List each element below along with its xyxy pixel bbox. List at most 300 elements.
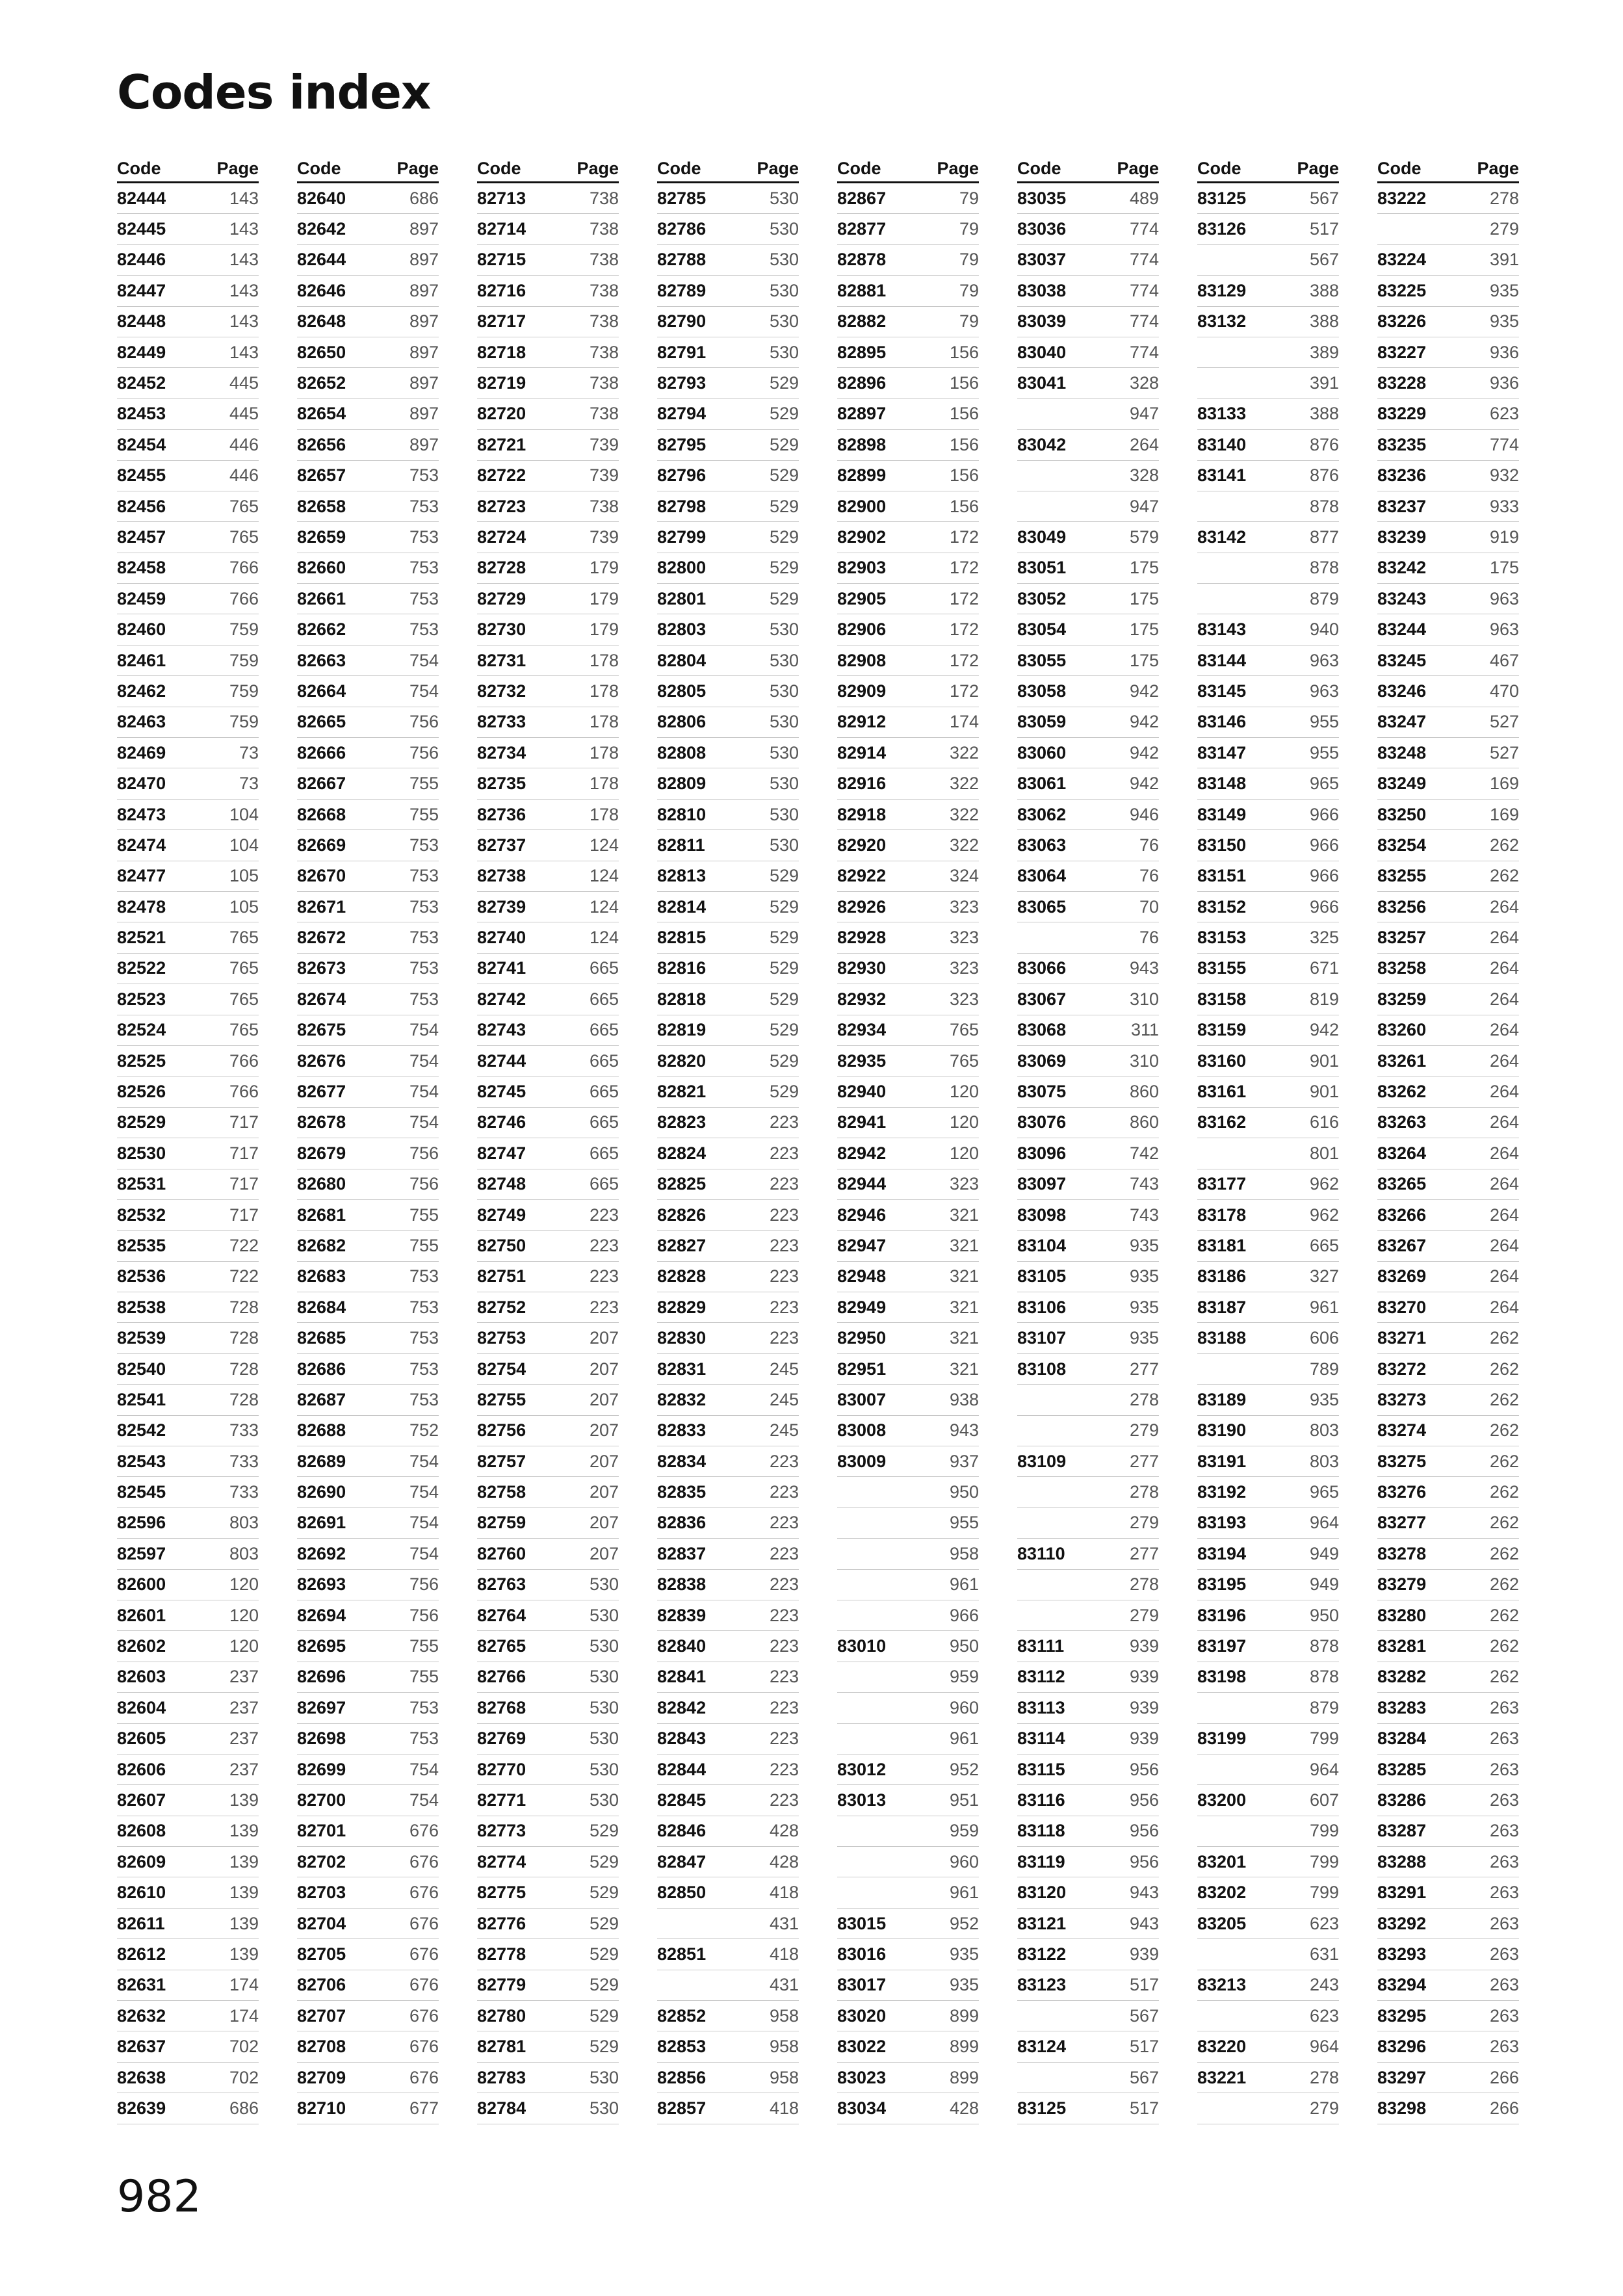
code-cell: 82521 xyxy=(117,928,166,948)
page-cell: 939 xyxy=(1129,1697,1159,1717)
code-cell: 83235 xyxy=(1377,434,1427,454)
index-row xyxy=(837,183,979,214)
code-cell: 82745 xyxy=(477,1082,526,1102)
code-cell: 83153 xyxy=(1197,928,1247,948)
code-cell: 82950 xyxy=(837,1328,887,1348)
index-row xyxy=(837,1539,979,1569)
code-cell: 83274 xyxy=(1377,1420,1427,1441)
index-row xyxy=(117,646,259,676)
code-cell: 83069 xyxy=(1017,1050,1067,1071)
index-row xyxy=(1017,584,1159,614)
code-cell: 83148 xyxy=(1197,774,1247,794)
code-cell: 83236 xyxy=(1377,465,1427,486)
page-cell: 529 xyxy=(769,896,799,917)
index-row xyxy=(477,461,619,491)
index-row xyxy=(1017,399,1159,430)
code-cell: 83118 xyxy=(1017,1821,1065,1841)
index-row xyxy=(1377,214,1519,244)
page-cell: 631 xyxy=(1309,1944,1339,1964)
page-cell: 223 xyxy=(769,1205,799,1225)
index-row xyxy=(117,1385,259,1415)
index-row xyxy=(1017,1724,1159,1755)
page-cell: 105 xyxy=(229,866,259,886)
index-row xyxy=(657,1909,799,1939)
index-row xyxy=(657,1416,799,1446)
index-row xyxy=(477,491,619,522)
index-row xyxy=(1017,1570,1159,1600)
code-cell: 82942 xyxy=(837,1143,887,1163)
page-cell: 178 xyxy=(589,804,619,824)
code-cell: 82918 xyxy=(837,804,887,824)
code-cell: 82681 xyxy=(297,1205,346,1225)
code-cell: 82810 xyxy=(657,804,707,824)
page-cell: 156 xyxy=(949,434,979,454)
code-cell: 82765 xyxy=(477,1636,526,1656)
page-cell: 529 xyxy=(589,1883,619,1903)
code-cell: 82717 xyxy=(477,311,526,332)
index-row xyxy=(657,1693,799,1723)
code-cell: 83246 xyxy=(1377,681,1427,701)
index-row xyxy=(297,892,439,922)
code-cell: 82676 xyxy=(297,1050,346,1071)
code-cell: 82654 xyxy=(297,404,346,424)
index-row xyxy=(657,1323,799,1353)
index-row xyxy=(117,183,259,214)
index-row xyxy=(297,1539,439,1569)
page-cell: 756 xyxy=(409,1143,439,1163)
page-cell: 530 xyxy=(769,835,799,855)
code-cell: 82821 xyxy=(657,1082,707,1102)
page-cell: 237 xyxy=(229,1759,259,1779)
index-row xyxy=(1197,1015,1339,1046)
index-row xyxy=(1017,1693,1159,1723)
page-cell: 947 xyxy=(1129,404,1159,424)
code-cell: 82460 xyxy=(117,620,166,640)
index-row xyxy=(297,1138,439,1169)
index-row xyxy=(657,922,799,953)
page-cell: 156 xyxy=(949,342,979,362)
page-cell: 120 xyxy=(949,1082,979,1102)
code-cell: 82857 xyxy=(657,2098,707,2118)
index-row xyxy=(837,2031,979,2062)
code-cell: 82719 xyxy=(477,373,526,393)
page-cell: 172 xyxy=(949,681,979,701)
code-cell: 83126 xyxy=(1197,219,1247,239)
page-cell: 105 xyxy=(229,896,259,917)
code-cell: 82759 xyxy=(477,1513,526,1533)
index-row xyxy=(117,1909,259,1939)
index-row xyxy=(1017,368,1159,398)
code-cell: 82667 xyxy=(297,774,346,794)
page-cell: 919 xyxy=(1489,527,1519,547)
code-cell: 82820 xyxy=(657,1050,707,1071)
page-cell: 264 xyxy=(1489,928,1519,948)
code-cell: 83147 xyxy=(1197,742,1247,763)
code-cell: 83248 xyxy=(1377,742,1427,763)
index-row xyxy=(297,2093,439,2124)
code-cell: 82724 xyxy=(477,527,526,547)
index-row xyxy=(1197,1970,1339,2001)
index-row xyxy=(477,1385,619,1415)
code-cell: 82661 xyxy=(297,588,346,608)
index-row xyxy=(297,1755,439,1785)
index-row xyxy=(477,646,619,676)
code-cell: 82601 xyxy=(117,1605,166,1625)
index-row xyxy=(477,1262,619,1292)
page-cell: 665 xyxy=(589,989,619,1009)
page-cell: 765 xyxy=(949,1020,979,1040)
index-column xyxy=(657,156,799,2124)
index-row xyxy=(1017,1416,1159,1446)
index-row xyxy=(1197,676,1339,707)
index-row xyxy=(1197,1539,1339,1569)
code-cell: 83288 xyxy=(1377,1851,1427,1872)
code-cell: 83160 xyxy=(1197,1050,1247,1071)
page-cell: 278 xyxy=(1129,1389,1159,1409)
page-cell: 878 xyxy=(1309,1636,1339,1656)
index-row xyxy=(657,800,799,830)
code-cell: 82478 xyxy=(117,896,166,917)
code-cell: 82831 xyxy=(657,1359,707,1379)
code-cell: 82948 xyxy=(837,1266,887,1286)
page-cell: 567 xyxy=(1129,2005,1159,2026)
index-row xyxy=(1017,1231,1159,1261)
index-row xyxy=(837,399,979,430)
page-cell: 428 xyxy=(949,2098,979,2118)
page-cell: 756 xyxy=(409,1574,439,1595)
column-header xyxy=(837,156,979,183)
index-row xyxy=(1197,1108,1339,1138)
column-header xyxy=(297,156,439,183)
index-row xyxy=(837,830,979,861)
page-cell: 607 xyxy=(1309,1790,1339,1810)
page-cell: 765 xyxy=(229,989,259,1009)
code-cell: 83247 xyxy=(1377,712,1427,732)
page-cell: 878 xyxy=(1309,558,1339,578)
page-cell: 722 xyxy=(229,1266,259,1286)
page-cell: 263 xyxy=(1489,1944,1519,1964)
index-column xyxy=(1017,156,1159,2124)
index-row xyxy=(1197,892,1339,922)
code-cell: 82470 xyxy=(117,774,166,794)
code-cell: 82675 xyxy=(297,1020,346,1040)
page-cell: 278 xyxy=(1129,1574,1159,1595)
code-cell: 82455 xyxy=(117,465,166,486)
page-cell: 935 xyxy=(1129,1328,1159,1348)
code-cell: 82716 xyxy=(477,280,526,300)
index-row xyxy=(1377,1785,1519,1816)
code-cell: 82611 xyxy=(117,1913,165,1933)
page-cell: 517 xyxy=(1309,219,1339,239)
code-cell: 82452 xyxy=(117,373,166,393)
code-cell: 83200 xyxy=(1197,1790,1247,1810)
page-cell: 529 xyxy=(769,1082,799,1102)
code-cell: 82835 xyxy=(657,1482,707,1502)
page-cell: 733 xyxy=(229,1451,259,1471)
code-cell: 82769 xyxy=(477,1729,526,1749)
page-cell: 143 xyxy=(229,342,259,362)
code-cell: 82680 xyxy=(297,1174,346,1194)
page-cell: 959 xyxy=(949,1821,979,1841)
index-row xyxy=(1377,1108,1519,1138)
code-cell: 83125 xyxy=(1197,188,1247,208)
code-cell: 82741 xyxy=(477,958,526,978)
index-row xyxy=(297,768,439,799)
page-cell: 223 xyxy=(769,1482,799,1502)
page-cell: 245 xyxy=(769,1420,799,1441)
index-row xyxy=(1197,1693,1339,1723)
page-cell: 765 xyxy=(229,958,259,978)
code-cell: 83260 xyxy=(1377,1020,1427,1040)
page-cell: 774 xyxy=(1489,434,1519,454)
page-cell: 754 xyxy=(409,1482,439,1502)
page-cell: 517 xyxy=(1129,2098,1159,2118)
index-row xyxy=(117,1015,259,1046)
code-cell: 82607 xyxy=(117,1790,166,1810)
index-row xyxy=(1197,1477,1339,1507)
code-cell: 82674 xyxy=(297,989,346,1009)
index-row xyxy=(657,646,799,676)
index-row xyxy=(657,1539,799,1569)
codes-index-table xyxy=(117,156,1521,2132)
code-cell: 83023 xyxy=(837,2067,887,2087)
code-cell: 82696 xyxy=(297,1667,346,1687)
index-row xyxy=(837,1416,979,1446)
index-row xyxy=(657,1970,799,2001)
code-cell: 83129 xyxy=(1197,280,1247,300)
index-row xyxy=(297,491,439,522)
page-cell: 264 xyxy=(1489,1143,1519,1163)
page-cell: 207 xyxy=(589,1359,619,1379)
page-cell: 942 xyxy=(1129,742,1159,763)
page-cell: 753 xyxy=(409,896,439,917)
page-cell: 431 xyxy=(769,1975,799,1995)
page-cell: 936 xyxy=(1489,373,1519,393)
page-cell: 223 xyxy=(769,1174,799,1194)
index-row xyxy=(477,1693,619,1723)
page-cell: 264 xyxy=(1489,1174,1519,1194)
code-cell: 82444 xyxy=(117,188,166,208)
index-row xyxy=(117,1847,259,1877)
index-row xyxy=(297,614,439,645)
page-cell: 172 xyxy=(949,558,979,578)
index-row xyxy=(117,861,259,892)
code-cell: 82721 xyxy=(477,434,526,454)
code-cell: 83205 xyxy=(1197,1913,1247,1933)
index-row xyxy=(657,954,799,984)
code-cell: 83142 xyxy=(1197,527,1247,547)
index-row xyxy=(1197,861,1339,892)
page-cell: 223 xyxy=(769,1513,799,1533)
index-row xyxy=(1197,337,1339,368)
page-cell: 175 xyxy=(1129,650,1159,670)
page-cell: 139 xyxy=(229,1913,259,1933)
index-row xyxy=(837,522,979,553)
page-cell: 897 xyxy=(409,219,439,239)
page-cell: 702 xyxy=(229,2037,259,2057)
code-cell: 82543 xyxy=(117,1451,166,1471)
code-cell: 83294 xyxy=(1377,1975,1427,1995)
page-cell: 223 xyxy=(589,1297,619,1317)
index-row xyxy=(1017,2093,1159,2124)
index-row xyxy=(477,584,619,614)
index-row xyxy=(837,1600,979,1631)
index-row xyxy=(477,1292,619,1323)
page-cell: 264 xyxy=(1489,1297,1519,1317)
code-cell: 82445 xyxy=(117,219,166,239)
index-row xyxy=(297,1015,439,1046)
index-row xyxy=(1377,1847,1519,1877)
index-row xyxy=(117,2001,259,2031)
page-cell: 529 xyxy=(589,1851,619,1872)
code-cell: 82731 xyxy=(477,650,526,670)
code-cell: 82693 xyxy=(297,1574,346,1595)
code-cell: 82456 xyxy=(117,496,166,516)
page-cell: 328 xyxy=(1129,465,1159,486)
page-cell: 799 xyxy=(1309,1883,1339,1903)
page-cell: 322 xyxy=(949,742,979,763)
page-cell: 774 xyxy=(1129,219,1159,239)
page-cell: 530 xyxy=(769,681,799,701)
index-row xyxy=(477,307,619,337)
page-cell: 935 xyxy=(1129,1297,1159,1317)
code-cell: 83124 xyxy=(1017,2037,1067,2057)
page-cell: 76 xyxy=(1139,835,1159,855)
index-row xyxy=(657,1169,799,1200)
code-cell: 82842 xyxy=(657,1697,707,1717)
code-cell: 83040 xyxy=(1017,342,1067,362)
index-row xyxy=(117,1570,259,1600)
code-cell: 82949 xyxy=(837,1297,887,1317)
page-cell: 262 xyxy=(1489,1667,1519,1687)
index-row xyxy=(477,1508,619,1539)
page-cell: 937 xyxy=(949,1451,979,1471)
code-cell: 82845 xyxy=(657,1790,707,1810)
page-cell: 956 xyxy=(1129,1821,1159,1841)
page-cell: 956 xyxy=(1129,1790,1159,1810)
index-row xyxy=(477,1169,619,1200)
index-row xyxy=(1197,245,1339,276)
page-cell: 623 xyxy=(1309,1913,1339,1933)
code-cell: 83020 xyxy=(837,2005,887,2026)
page-cell: 899 xyxy=(949,2067,979,2087)
code-cell: 83125 xyxy=(1017,2098,1067,2118)
index-row xyxy=(657,337,799,368)
index-row xyxy=(117,984,259,1015)
code-cell: 83062 xyxy=(1017,804,1067,824)
code-cell: 82935 xyxy=(837,1050,887,1071)
page-cell: 529 xyxy=(589,1821,619,1841)
code-cell: 82926 xyxy=(837,896,887,917)
index-row xyxy=(1197,491,1339,522)
index-row xyxy=(657,461,799,491)
code-cell: 82803 xyxy=(657,620,707,640)
index-row xyxy=(297,1477,439,1507)
code-cell: 82700 xyxy=(297,1790,346,1810)
code-cell: 82799 xyxy=(657,527,707,547)
code-cell: 82605 xyxy=(117,1729,166,1749)
code-cell: 82603 xyxy=(117,1667,166,1687)
index-row xyxy=(1197,461,1339,491)
index-row xyxy=(117,2031,259,2062)
page-cell: 529 xyxy=(769,434,799,454)
page-cell: 960 xyxy=(949,1851,979,1872)
code-cell: 82462 xyxy=(117,681,166,701)
code-cell: 82834 xyxy=(657,1451,707,1471)
index-row xyxy=(1197,1076,1339,1107)
page-cell: 742 xyxy=(1129,1143,1159,1163)
page-cell: 956 xyxy=(1129,1851,1159,1872)
index-row xyxy=(117,1785,259,1816)
index-row xyxy=(117,1816,259,1847)
page-cell: 264 xyxy=(1489,958,1519,978)
index-row xyxy=(297,984,439,1015)
code-cell: 83064 xyxy=(1017,866,1067,886)
code-cell: 83110 xyxy=(1017,1543,1065,1563)
index-row xyxy=(117,276,259,306)
page-cell: 124 xyxy=(589,835,619,855)
page-cell: 172 xyxy=(949,650,979,670)
index-row xyxy=(297,1631,439,1662)
code-cell: 83286 xyxy=(1377,1790,1427,1810)
index-row xyxy=(117,1970,259,2001)
code-cell: 82826 xyxy=(657,1205,707,1225)
index-row xyxy=(297,1785,439,1816)
code-cell: 82795 xyxy=(657,434,707,454)
page-cell: 223 xyxy=(769,1790,799,1810)
code-cell: 82781 xyxy=(477,2037,526,2057)
code-cell: 82474 xyxy=(117,835,166,855)
index-row xyxy=(657,1847,799,1877)
page-cell: 962 xyxy=(1309,1205,1339,1225)
page-cell: 529 xyxy=(589,1975,619,1995)
code-cell: 82458 xyxy=(117,558,166,578)
page-cell: 266 xyxy=(1489,2098,1519,2118)
page-cell: 943 xyxy=(1129,1913,1159,1933)
page-cell: 738 xyxy=(589,311,619,332)
page-cell: 169 xyxy=(1489,774,1519,794)
index-row xyxy=(297,1847,439,1877)
code-cell: 83177 xyxy=(1197,1174,1247,1194)
index-row xyxy=(657,1785,799,1816)
code-cell: 83239 xyxy=(1377,527,1427,547)
page-cell: 278 xyxy=(1129,1482,1159,1502)
index-row xyxy=(1197,1046,1339,1076)
code-cell: 82679 xyxy=(297,1143,346,1163)
page-cell: 323 xyxy=(949,896,979,917)
page-cell: 676 xyxy=(409,1913,439,1933)
index-row xyxy=(117,522,259,553)
code-cell: 83113 xyxy=(1017,1697,1065,1717)
page-cell: 207 xyxy=(589,1543,619,1563)
code-cell: 83277 xyxy=(1377,1513,1427,1533)
page-cell: 935 xyxy=(949,1975,979,1995)
code-cell: 83272 xyxy=(1377,1359,1427,1379)
index-row xyxy=(657,1446,799,1477)
index-row xyxy=(1377,861,1519,892)
code-header: Code xyxy=(1017,159,1061,178)
page-cell: 262 xyxy=(1489,1513,1519,1533)
code-cell: 82780 xyxy=(477,2005,526,2026)
page-cell: 935 xyxy=(1129,1266,1159,1286)
page-cell: 174 xyxy=(229,2005,259,2026)
code-cell: 83249 xyxy=(1377,774,1427,794)
page-cell: 529 xyxy=(769,588,799,608)
code-cell: 82867 xyxy=(837,188,887,208)
index-row xyxy=(117,1231,259,1261)
code-cell: 82673 xyxy=(297,958,346,978)
page-cell: 324 xyxy=(949,866,979,886)
